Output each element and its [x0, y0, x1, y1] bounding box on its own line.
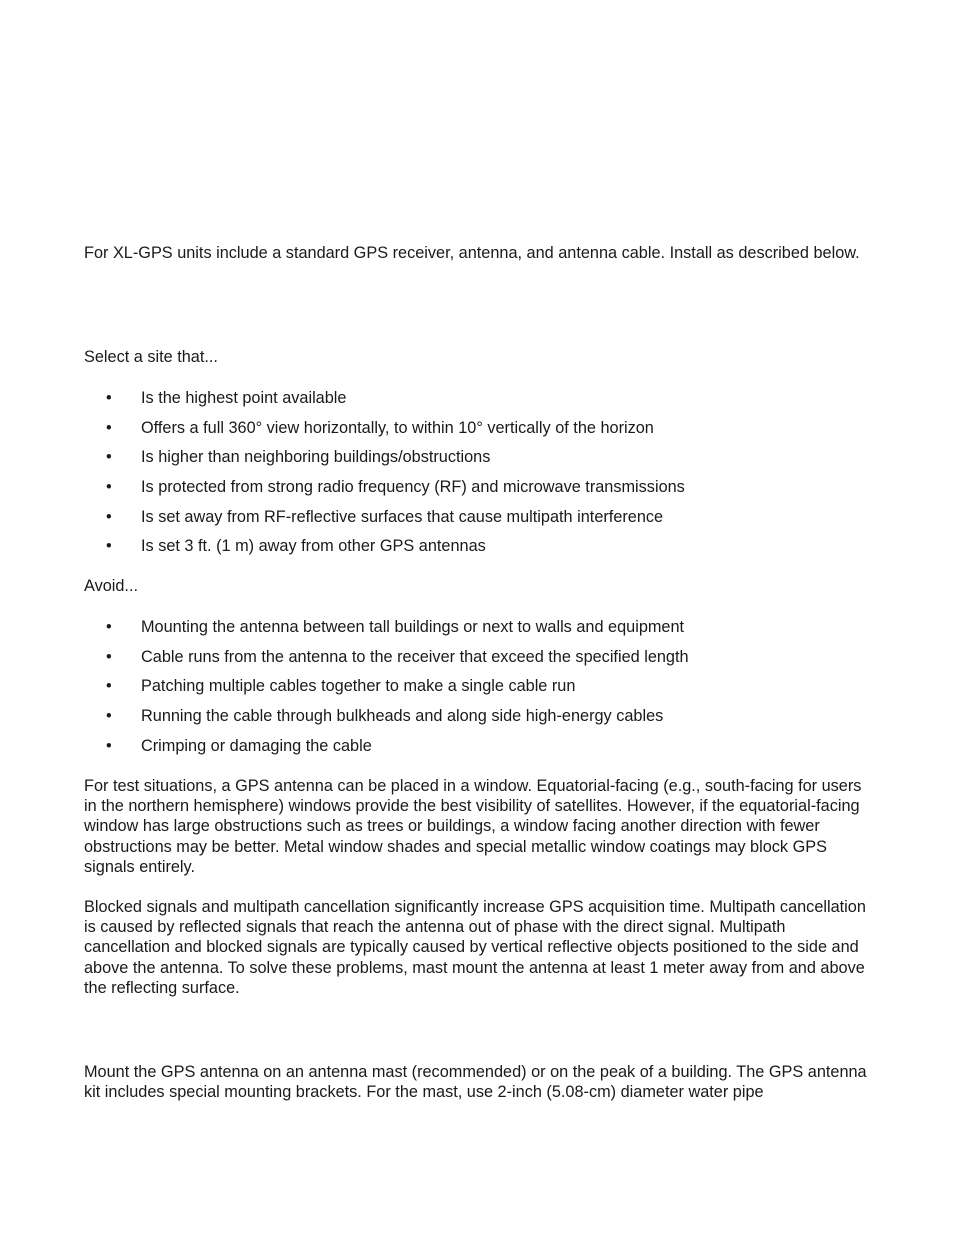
list-item — [84, 418, 874, 448]
list-item — [84, 647, 874, 677]
list-item-text: Cable runs from the antenna to the receiver that exceed the specified length — [141, 647, 689, 666]
bullet-icon: • — [106, 736, 112, 755]
bullet-icon: • — [106, 448, 112, 467]
list-item — [84, 477, 874, 507]
bullet-icon: • — [106, 478, 112, 497]
list-item — [84, 536, 874, 566]
bullet-icon: • — [106, 618, 112, 636]
list-item-text: Is set 3 ft. (1 m) away from other GPS antennas — [141, 537, 486, 556]
list-item — [84, 617, 874, 647]
bullet-icon: • — [106, 537, 112, 556]
select-site-list — [84, 388, 874, 566]
bullet-icon: • — [106, 389, 112, 407]
list-item-text: Offers a full 360° view horizontally, to within 10° vertically of the horizon — [141, 418, 654, 437]
list-item-text: Is set away from RF-reflective surfaces that cause multipath interference — [141, 507, 664, 526]
list-item-text: Running the cable through bulkheads and along side high-energy cables — [141, 707, 664, 726]
avoid-list — [84, 617, 874, 765]
list-item — [84, 676, 874, 706]
list-item-text: Is the highest point available — [141, 389, 347, 407]
list-item — [84, 447, 874, 477]
bullet-icon: • — [106, 707, 112, 726]
mount-paragraph: Mount the GPS antenna on an antenna mast (recommended) or on the peak of a building. The GPS antenna kit includes special mounting brackets. For the mast, use 2-inch (5.08-cm) diameter water pipe — [84, 1063, 867, 1102]
list-item — [84, 388, 874, 418]
blocked-signals-paragraph: Blocked signals and multipath cancellation significantly increase GPS acquisition time. Multipath cancellation is caused by reflected signals that reach the antenna out of phase with the direct signal. Multipath cancellation and blocked signals are typically caused by vertical reflective objects positioned to the side and above the antenna. To solve these problems, mast mount the antenna at least 1 meter away from and above the reflecting surface. — [84, 898, 866, 997]
intro-paragraph: For XL-GPS units include a standard GPS receiver, antenna, and antenna cable. Install as described below. — [84, 244, 860, 262]
list-item — [84, 706, 874, 736]
list-item-text: Is higher than neighboring buildings/obstructions — [141, 448, 491, 467]
select-site-lead: Select a site that... — [84, 348, 218, 366]
list-item — [84, 736, 874, 766]
avoid-lead: Avoid... — [84, 577, 139, 595]
list-item-text: Patching multiple cables together to make a single cable run — [141, 677, 576, 696]
list-item — [84, 507, 874, 537]
bullet-icon: • — [106, 677, 112, 696]
bullet-icon: • — [106, 507, 112, 526]
bullet-icon: • — [106, 418, 112, 437]
list-item-text: Mounting the antenna between tall buildings or next to walls and equipment — [141, 618, 685, 636]
list-item-text: Crimping or damaging the cable — [141, 736, 372, 755]
list-item-text: Is protected from strong radio frequency (RF) and microwave transmissions — [141, 478, 685, 497]
test-situations-paragraph: For test situations, a GPS antenna can be placed in a window. Equatorial-facing (e.g., south-facing for users in the northern hemisphere) windows provide the best visibility of satellites. However, if the equatorial-facing window has large obstructions such as trees or buildings, a window facing another direction with fewer obstructions may be better. Metal window shades and special metallic window coatings may block GPS signals entirely. — [84, 777, 862, 876]
bullet-icon: • — [106, 647, 112, 666]
